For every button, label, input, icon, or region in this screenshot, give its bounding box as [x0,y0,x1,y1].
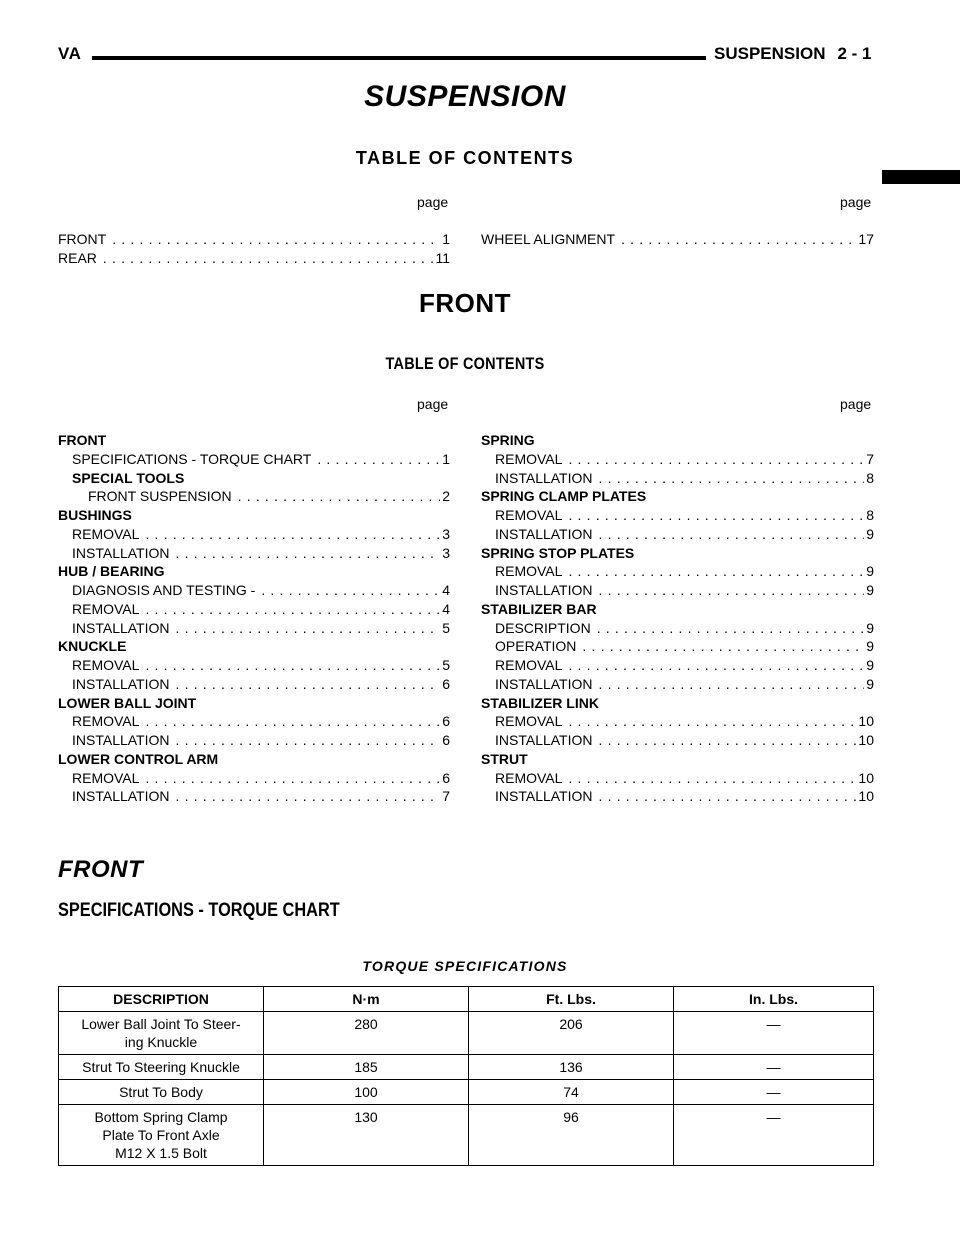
toc-entry[interactable] [495,769,874,787]
toc-entry-page: 4 [442,600,450,617]
toc-entry[interactable] [495,675,874,693]
toc-entry-label: REMOVAL [495,713,563,730]
toc-entry-label: REMOVAL [495,769,563,786]
toc-category: SPRING CLAMP PLATES [481,488,647,505]
column-header: N·m [264,987,469,1012]
toc-entry[interactable] [88,487,450,505]
toc-entry-label: REMOVAL [72,769,140,786]
toc-entry[interactable] [72,769,450,787]
toc-leader-dots [599,731,857,749]
toc-front-title: TABLE OF CONTENTS [385,354,545,373]
table-cell: 96 [469,1105,674,1166]
toc-leader-dots [145,600,440,618]
section-heading: FRONT [58,856,144,883]
toc-leader-dots [599,525,865,543]
table-row [59,1080,874,1105]
toc-category: SPRING [481,432,535,448]
toc-entry[interactable] [72,787,450,805]
toc-entry-page: 8 [866,507,874,523]
toc-leader-dots [621,230,856,248]
table-cell: 136 [469,1055,674,1080]
toc-entry-page: 5 [442,619,450,636]
toc-entry-page: 6 [442,732,450,748]
header-left: VA [58,44,82,63]
toc-entry[interactable] [72,619,450,637]
toc-entry-label: DIAGNOSIS AND TESTING - [72,582,256,598]
toc-leader-dots [145,656,440,674]
toc-entry-label: REMOVAL [72,657,140,673]
toc-entry-label: INSTALLATION [72,788,170,805]
toc-entry-label: INSTALLATION [72,619,170,636]
toc-front-page-label-left: page [417,396,449,412]
toc-category: BUSHINGS [58,507,132,523]
toc-entry[interactable] [58,230,450,248]
toc-entry[interactable] [495,450,874,468]
toc-category: STRUT [481,750,528,767]
toc-category: KNUCKLE [58,638,127,655]
toc-category: STABILIZER LINK [481,694,599,711]
toc-entry-label: REMOVAL [72,600,140,617]
toc-entry-page: 17 [858,231,874,247]
toc-entry-page: 6 [442,675,450,692]
toc-entry[interactable] [58,249,450,267]
column-header: Ft. Lbs. [469,987,674,1012]
table-row [59,1012,874,1055]
table-row [59,1055,874,1080]
toc-leader-dots [568,656,864,674]
toc-entry[interactable] [495,581,874,599]
toc-entry-page: 9 [866,657,874,673]
toc-entry[interactable] [495,525,874,543]
toc-leader-dots [145,525,440,543]
toc-entry-label: REMOVAL [72,713,140,730]
toc-entry-page: 2 [442,488,450,505]
table-cell: 130 [264,1105,469,1166]
toc-leader-dots [597,619,865,637]
table-cell: 206 [469,1012,674,1055]
toc-entry[interactable] [495,787,874,805]
toc-entry-page: 9 [866,619,874,636]
page-title: SUSPENSION [364,80,566,113]
toc-entry[interactable] [72,544,450,562]
toc-entry-label: INSTALLATION [495,788,593,805]
toc-leader-dots [103,249,434,267]
toc-entry-label: INSTALLATION [495,582,593,598]
subsection-heading: SPECIFICATIONS - TORQUE CHART [58,900,340,921]
toc-leader-dots [176,787,441,805]
toc-entry[interactable] [72,600,450,618]
toc-entry[interactable] [495,562,874,580]
toc-entry-label: REMOVAL [495,563,563,580]
toc-leader-dots [568,712,856,730]
column-header: In. Lbs. [674,987,874,1012]
toc-category: SPRING STOP PLATES [481,544,635,561]
front-title: FRONT [418,288,512,318]
toc-entry-page: 10 [858,769,874,786]
toc-entry[interactable] [72,656,450,674]
toc-entry-page: 3 [442,544,450,561]
toc-category: STABILIZER BAR [481,600,597,617]
header-rule [92,56,706,60]
toc-entry-label: INSTALLATION [495,675,593,692]
toc-entry-page: 11 [435,250,450,266]
toc-entry-label: REAR [58,250,97,266]
toc-entry-page: 7 [866,450,874,467]
toc-entry-label: INSTALLATION [495,469,593,486]
table-title: TORQUE SPECIFICATIONS [362,958,568,974]
toc-leader-dots [599,469,865,487]
table-cell: Strut To Steering Knuckle [59,1055,264,1080]
table-cell: 280 [264,1012,469,1055]
toc-entry-label: WHEEL ALIGNMENT [481,231,616,247]
table-row [59,1105,874,1166]
toc-entry-page: 4 [442,582,450,598]
toc-entry-label: INSTALLATION [72,675,170,692]
toc-entry[interactable] [495,637,874,655]
toc-entry-page: 10 [858,713,874,730]
toc-entry[interactable] [495,469,874,487]
section-thumb-tab [882,170,960,184]
header-right [714,44,884,64]
toc-leader-dots [261,581,440,599]
toc-entry[interactable] [495,731,874,749]
toc-entry-label: INSTALLATION [72,544,170,561]
toc-entry-label: REMOVAL [495,657,563,673]
toc-leader-dots [176,619,441,637]
toc-leader-dots [568,450,864,468]
toc-entry-label: REMOVAL [495,507,563,523]
toc-leader-dots [317,450,440,468]
table-cell: Lower Ball Joint To Steer- ing Knuckle [59,1012,264,1055]
table-cell: — [674,1012,874,1055]
toc-entry-label: FRONT [58,231,107,247]
toc-entry-label: DESCRIPTION [495,619,591,636]
toc-entry[interactable] [495,712,874,730]
table-cell: Bottom Spring Clamp Plate To Front Axle M12 X 1.5 Bolt [59,1105,264,1166]
toc-entry-label: SPECIFICATIONS - TORQUE CHART [72,450,312,467]
table-cell: — [674,1080,874,1105]
toc-entry-page: 3 [442,525,450,542]
toc-entry-label: INSTALLATION [72,732,170,748]
column-header: DESCRIPTION [59,987,264,1012]
toc-category: LOWER CONTROL ARM [58,750,219,767]
toc-leader-dots [599,787,857,805]
toc-entry-page: 1 [442,231,450,247]
toc-category: LOWER BALL JOINT [58,694,197,711]
toc-leader-dots [568,506,864,524]
toc-entry[interactable] [495,619,874,637]
table-cell: — [674,1055,874,1080]
toc-category: SPECIAL TOOLS [72,469,185,486]
toc-leader-dots [599,675,865,693]
toc-front-page-label-right: page [840,396,872,412]
table-cell: Strut To Body [59,1080,264,1105]
toc-leader-dots [176,544,441,562]
toc-entry-label: INSTALLATION [495,732,593,748]
toc-entry-page: 9 [866,675,874,692]
toc-entry[interactable] [72,731,450,749]
toc-entry-label: OPERATION [495,638,577,655]
toc-leader-dots [582,637,864,655]
toc-entry-page: 5 [442,657,450,673]
toc-main-page-label-right: page [840,194,872,210]
toc-entry-page: 10 [858,788,874,805]
table-cell: — [674,1105,874,1166]
header-page-number: 2 - 1 [837,44,872,63]
toc-leader-dots [176,675,441,693]
toc-entry-label: INSTALLATION [495,525,593,542]
table-cell: 100 [264,1080,469,1105]
toc-entry-page: 9 [866,525,874,542]
toc-entry[interactable] [72,712,450,730]
toc-entry-page: 6 [442,713,450,730]
toc-leader-dots [145,712,440,730]
toc-entry[interactable] [495,656,874,674]
toc-entry-label: REMOVAL [72,525,140,542]
toc-leader-dots [568,562,864,580]
toc-category: FRONT [58,432,107,448]
toc-entry-page: 7 [442,788,450,805]
toc-main-page-label-left: page [417,194,449,210]
toc-entry-page: 9 [866,563,874,580]
toc-main-title: TABLE OF CONTENTS [355,148,575,168]
toc-entry-page: 6 [442,769,450,786]
table-cell: 74 [469,1080,674,1105]
toc-entry-page: 10 [858,732,874,748]
table-header-row [59,987,874,1012]
toc-entry-page: 1 [442,450,450,467]
toc-entry[interactable] [72,525,450,543]
toc-entry[interactable] [72,581,450,599]
toc-leader-dots [176,731,441,749]
header-section: SUSPENSION [714,44,826,63]
toc-entry-page: 8 [866,469,874,486]
toc-entry-label: REMOVAL [495,450,563,467]
toc-leader-dots [112,230,440,248]
toc-category: HUB / BEARING [58,563,165,580]
toc-entry-label: FRONT SUSPENSION [88,488,232,505]
toc-entry[interactable] [481,230,874,248]
toc-leader-dots [568,769,856,787]
torque-table [58,986,874,1166]
toc-entry[interactable] [72,450,450,468]
toc-entry-page: 9 [866,638,874,655]
toc-leader-dots [599,581,865,599]
toc-leader-dots [145,769,440,787]
toc-entry-page: 9 [866,582,874,598]
toc-entry[interactable] [72,675,450,693]
toc-entry[interactable] [495,506,874,524]
toc-leader-dots [238,487,441,505]
table-cell: 185 [264,1055,469,1080]
